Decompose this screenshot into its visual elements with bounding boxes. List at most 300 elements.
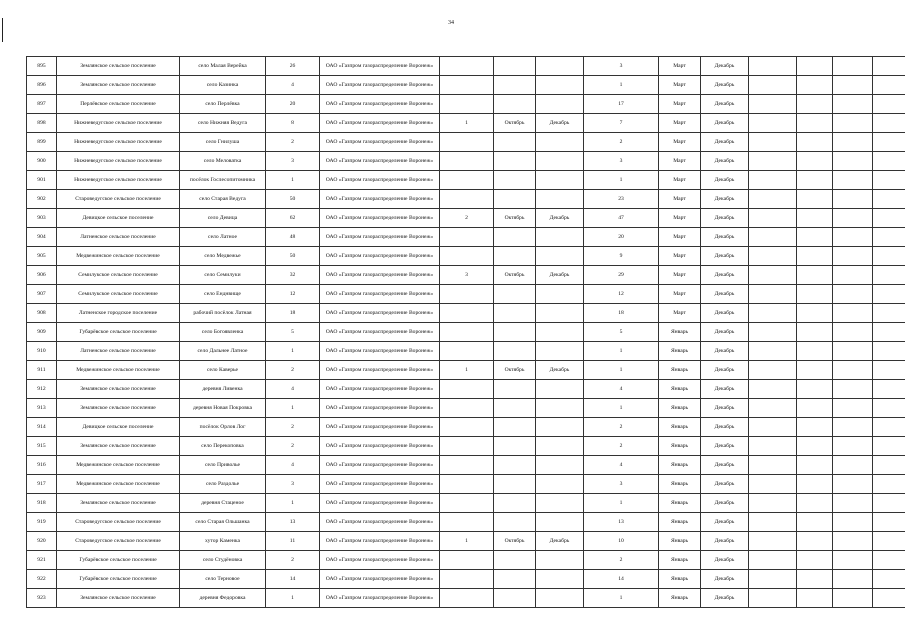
period-count-cell [440, 133, 494, 152]
end-month-cell: Декабрь [701, 57, 749, 76]
row-number: 913 [27, 399, 57, 418]
settlement-cell: Латненское городское поселение [57, 304, 180, 323]
organization-cell: ОАО «Газпром газораспределение Воронеж» [320, 532, 440, 551]
empty-cell [873, 152, 905, 171]
period-count-cell [440, 228, 494, 247]
empty-cell [873, 494, 905, 513]
quantity-cell: 5 [584, 323, 659, 342]
empty-cell [873, 171, 905, 190]
period-start-cell [494, 437, 536, 456]
locality-cell: деревня Новая Покровка [180, 399, 266, 418]
table-row [27, 209, 905, 228]
empty-cell [833, 437, 873, 456]
count-cell: 5 [266, 323, 320, 342]
locality-cell: село Латное [180, 228, 266, 247]
settlement-cell: Землянское сельское поселение [57, 380, 180, 399]
empty-cell [749, 95, 797, 114]
period-end-cell [536, 323, 584, 342]
period-start-cell [494, 171, 536, 190]
locality-cell: посёлок Орлов Лог [180, 418, 266, 437]
quantity-cell: 29 [584, 266, 659, 285]
empty-cell [833, 266, 873, 285]
period-start-cell [494, 285, 536, 304]
empty-cell [797, 361, 833, 380]
settlement-cell: Медвежинское сельское поселение [57, 456, 180, 475]
settlement-cell: Девицкое сельское поселение [57, 418, 180, 437]
empty-cell [797, 209, 833, 228]
period-count-cell [440, 589, 494, 608]
organization-cell: ОАО «Газпром газораспределение Воронеж» [320, 228, 440, 247]
period-start-cell [494, 323, 536, 342]
empty-cell [833, 475, 873, 494]
empty-cell [749, 532, 797, 551]
end-month-cell: Декабрь [701, 247, 749, 266]
organization-cell: ОАО «Газпром газораспределение Воронеж» [320, 304, 440, 323]
settlement-cell: Нижневедугское сельское поселение [57, 114, 180, 133]
settlement-cell: Землянское сельское поселение [57, 494, 180, 513]
table-row [27, 532, 905, 551]
count-cell: 26 [266, 57, 320, 76]
empty-cell [873, 209, 905, 228]
period-count-cell: 1 [440, 114, 494, 133]
locality-cell: село Студёновка [180, 551, 266, 570]
empty-cell [797, 247, 833, 266]
end-month-cell: Декабрь [701, 361, 749, 380]
start-month-cell: Январь [659, 570, 701, 589]
empty-cell [873, 399, 905, 418]
empty-cell [873, 114, 905, 133]
locality-cell: деревня Ливенка [180, 380, 266, 399]
count-cell: 1 [266, 342, 320, 361]
count-cell: 1 [266, 171, 320, 190]
empty-cell [797, 285, 833, 304]
table-row [27, 76, 905, 95]
end-month-cell: Декабрь [701, 285, 749, 304]
period-count-cell [440, 152, 494, 171]
count-cell: 3 [266, 475, 320, 494]
count-cell: 1 [266, 399, 320, 418]
period-count-cell [440, 380, 494, 399]
quantity-cell: 4 [584, 456, 659, 475]
empty-cell [749, 456, 797, 475]
period-count-cell: 1 [440, 532, 494, 551]
period-count-cell [440, 247, 494, 266]
period-start-cell [494, 589, 536, 608]
end-month-cell: Декабрь [701, 133, 749, 152]
empty-cell [749, 266, 797, 285]
empty-cell [749, 133, 797, 152]
quantity-cell: 14 [584, 570, 659, 589]
count-cell: 18 [266, 304, 320, 323]
row-number: 904 [27, 228, 57, 247]
end-month-cell: Декабрь [701, 532, 749, 551]
table-row [27, 57, 905, 76]
locality-cell: село Богоявленка [180, 323, 266, 342]
empty-cell [873, 95, 905, 114]
row-number: 896 [27, 76, 57, 95]
period-end-cell [536, 247, 584, 266]
end-month-cell: Декабрь [701, 475, 749, 494]
empty-cell [873, 190, 905, 209]
empty-cell [749, 551, 797, 570]
quantity-cell: 7 [584, 114, 659, 133]
empty-cell [749, 114, 797, 133]
count-cell: 11 [266, 532, 320, 551]
table-row [27, 437, 905, 456]
row-number: 907 [27, 285, 57, 304]
start-month-cell: Январь [659, 494, 701, 513]
locality-cell: село Енднвище [180, 285, 266, 304]
end-month-cell: Декабрь [701, 380, 749, 399]
settlement-cell: Семилукское сельское поселение [57, 285, 180, 304]
period-count-cell: 1 [440, 361, 494, 380]
empty-cell [797, 57, 833, 76]
count-cell: 4 [266, 76, 320, 95]
start-month-cell: Март [659, 228, 701, 247]
start-month-cell: Март [659, 95, 701, 114]
table-row [27, 418, 905, 437]
table-row [27, 285, 905, 304]
period-end-cell [536, 589, 584, 608]
organization-cell: ОАО «Газпром газораспределение Воронеж» [320, 114, 440, 133]
start-month-cell: Март [659, 304, 701, 323]
empty-cell [797, 380, 833, 399]
table-row [27, 570, 905, 589]
start-month-cell: Январь [659, 437, 701, 456]
empty-cell [833, 513, 873, 532]
start-month-cell: Январь [659, 342, 701, 361]
quantity-cell: 2 [584, 551, 659, 570]
empty-cell [749, 152, 797, 171]
period-start-cell [494, 76, 536, 95]
period-start-cell [494, 190, 536, 209]
settlement-cell: Губарёвское сельское поселение [57, 323, 180, 342]
table-row [27, 190, 905, 209]
empty-cell [833, 209, 873, 228]
quantity-cell: 17 [584, 95, 659, 114]
table-row [27, 589, 905, 608]
period-start-cell [494, 152, 536, 171]
count-cell: 12 [266, 285, 320, 304]
organization-cell: ОАО «Газпром газораспределение Воронеж» [320, 475, 440, 494]
locality-cell: село Каверье [180, 361, 266, 380]
locality-cell: деревня Федоровка [180, 589, 266, 608]
empty-cell [749, 570, 797, 589]
organization-cell: ОАО «Газпром газораспределение Воронеж» [320, 418, 440, 437]
row-number: 905 [27, 247, 57, 266]
settlement-cell: Перлёвское сельское поселение [57, 95, 180, 114]
empty-cell [873, 437, 905, 456]
end-month-cell: Декабрь [701, 494, 749, 513]
empty-cell [833, 323, 873, 342]
start-month-cell: Март [659, 171, 701, 190]
quantity-cell: 3 [584, 152, 659, 171]
table-row [27, 171, 905, 190]
organization-cell: ОАО «Газпром газораспределение Воронеж» [320, 437, 440, 456]
row-number: 911 [27, 361, 57, 380]
locality-cell: село Старая Ведуга [180, 190, 266, 209]
end-month-cell: Декабрь [701, 152, 749, 171]
empty-cell [749, 228, 797, 247]
start-month-cell: Март [659, 57, 701, 76]
empty-cell [873, 361, 905, 380]
empty-cell [797, 532, 833, 551]
period-end-cell [536, 513, 584, 532]
row-number: 919 [27, 513, 57, 532]
organization-cell: ОАО «Газпром газораспределение Воронеж» [320, 494, 440, 513]
table-row [27, 494, 905, 513]
table-row [27, 456, 905, 475]
empty-cell [833, 285, 873, 304]
empty-cell [749, 418, 797, 437]
empty-cell [873, 456, 905, 475]
empty-cell [749, 513, 797, 532]
table-row [27, 304, 905, 323]
period-count-cell [440, 570, 494, 589]
period-end-cell [536, 57, 584, 76]
count-cell: 50 [266, 247, 320, 266]
period-end-cell [536, 190, 584, 209]
empty-cell [873, 589, 905, 608]
row-number: 900 [27, 152, 57, 171]
table-row [27, 114, 905, 133]
empty-cell [749, 57, 797, 76]
empty-cell [833, 304, 873, 323]
empty-cell [749, 475, 797, 494]
period-count-cell [440, 418, 494, 437]
empty-cell [797, 513, 833, 532]
start-month-cell: Март [659, 114, 701, 133]
empty-cell [797, 342, 833, 361]
empty-cell [873, 532, 905, 551]
quantity-cell: 2 [584, 437, 659, 456]
settlement-cell: Губарёвское сельское поселение [57, 551, 180, 570]
start-month-cell: Март [659, 190, 701, 209]
table-row [27, 551, 905, 570]
settlement-cell: Староведугское сельское поселение [57, 190, 180, 209]
margin-line [2, 18, 3, 42]
period-end-cell [536, 399, 584, 418]
end-month-cell: Декабрь [701, 456, 749, 475]
quantity-cell: 23 [584, 190, 659, 209]
period-end-cell: Декабрь [536, 532, 584, 551]
period-end-cell [536, 456, 584, 475]
empty-cell [749, 247, 797, 266]
period-end-cell [536, 342, 584, 361]
gasification-table [26, 56, 905, 608]
count-cell: 2 [266, 437, 320, 456]
row-number: 902 [27, 190, 57, 209]
quantity-cell: 4 [584, 380, 659, 399]
locality-cell: деревня Стаценое [180, 494, 266, 513]
empty-cell [873, 342, 905, 361]
quantity-cell: 18 [584, 304, 659, 323]
end-month-cell: Декабрь [701, 437, 749, 456]
table-row [27, 133, 905, 152]
period-end-cell [536, 570, 584, 589]
period-start-cell [494, 304, 536, 323]
quantity-cell: 1 [584, 342, 659, 361]
settlement-cell: Староведугское сельское поселение [57, 532, 180, 551]
period-count-cell [440, 171, 494, 190]
period-end-cell [536, 551, 584, 570]
end-month-cell: Декабрь [701, 551, 749, 570]
empty-cell [873, 323, 905, 342]
settlement-cell: Латненское сельское поселение [57, 228, 180, 247]
period-start-cell [494, 456, 536, 475]
count-cell: 14 [266, 570, 320, 589]
table-row [27, 323, 905, 342]
empty-cell [833, 532, 873, 551]
row-number: 912 [27, 380, 57, 399]
period-start-cell [494, 95, 536, 114]
table-row [27, 152, 905, 171]
row-number: 917 [27, 475, 57, 494]
organization-cell: ОАО «Газпром газораспределение Воронеж» [320, 551, 440, 570]
organization-cell: ОАО «Газпром газораспределение Воронеж» [320, 399, 440, 418]
table-row [27, 228, 905, 247]
period-start-cell [494, 475, 536, 494]
end-month-cell: Декабрь [701, 228, 749, 247]
count-cell: 2 [266, 133, 320, 152]
table-row [27, 380, 905, 399]
period-start-cell: Октябрь [494, 361, 536, 380]
table-row [27, 475, 905, 494]
table-row [27, 95, 905, 114]
empty-cell [749, 399, 797, 418]
organization-cell: ОАО «Газпром газораспределение Воронеж» [320, 323, 440, 342]
settlement-cell: Губарёвское сельское поселение [57, 570, 180, 589]
end-month-cell: Декабрь [701, 418, 749, 437]
organization-cell: ОАО «Газпром газораспределение Воронеж» [320, 95, 440, 114]
locality-cell: село Перлёвка [180, 95, 266, 114]
settlement-cell: Нижневедугское сельское поселение [57, 133, 180, 152]
empty-cell [749, 304, 797, 323]
locality-cell: хутор Каменка [180, 532, 266, 551]
period-start-cell [494, 380, 536, 399]
page-number: 34 [448, 20, 454, 26]
start-month-cell: Март [659, 209, 701, 228]
start-month-cell: Январь [659, 475, 701, 494]
end-month-cell: Декабрь [701, 114, 749, 133]
locality-cell: село Медвежье [180, 247, 266, 266]
row-number: 922 [27, 570, 57, 589]
start-month-cell: Январь [659, 532, 701, 551]
count-cell: 13 [266, 513, 320, 532]
quantity-cell: 47 [584, 209, 659, 228]
period-end-cell [536, 76, 584, 95]
row-number: 903 [27, 209, 57, 228]
organization-cell: ОАО «Газпром газораспределение Воронеж» [320, 513, 440, 532]
end-month-cell: Декабрь [701, 304, 749, 323]
empty-cell [873, 570, 905, 589]
period-count-cell [440, 304, 494, 323]
quantity-cell: 1 [584, 76, 659, 95]
empty-cell [797, 228, 833, 247]
count-cell: 48 [266, 228, 320, 247]
count-cell: 1 [266, 589, 320, 608]
period-start-cell: Октябрь [494, 266, 536, 285]
empty-cell [833, 247, 873, 266]
empty-cell [749, 380, 797, 399]
start-month-cell: Март [659, 285, 701, 304]
quantity-cell: 3 [584, 475, 659, 494]
empty-cell [797, 456, 833, 475]
empty-cell [873, 285, 905, 304]
end-month-cell: Декабрь [701, 589, 749, 608]
empty-cell [797, 551, 833, 570]
end-month-cell: Декабрь [701, 95, 749, 114]
empty-cell [873, 513, 905, 532]
period-count-cell [440, 399, 494, 418]
organization-cell: ОАО «Газпром газораспределение Воронеж» [320, 456, 440, 475]
settlement-cell: Землянское сельское поселение [57, 57, 180, 76]
settlement-cell: Медвежинское сельское поселение [57, 361, 180, 380]
empty-cell [797, 266, 833, 285]
start-month-cell: Январь [659, 551, 701, 570]
organization-cell: ОАО «Газпром газораспределение Воронеж» [320, 285, 440, 304]
period-start-cell [494, 247, 536, 266]
quantity-cell: 9 [584, 247, 659, 266]
locality-cell: село Семилуки [180, 266, 266, 285]
row-number: 920 [27, 532, 57, 551]
period-start-cell [494, 551, 536, 570]
start-month-cell: Март [659, 247, 701, 266]
period-end-cell [536, 95, 584, 114]
row-number: 914 [27, 418, 57, 437]
settlement-cell: Нижневедугское сельское поселение [57, 171, 180, 190]
locality-cell: село Гнилуша [180, 133, 266, 152]
period-end-cell [536, 475, 584, 494]
empty-cell [873, 418, 905, 437]
end-month-cell: Декабрь [701, 513, 749, 532]
settlement-cell: Староведугское сельское поселение [57, 513, 180, 532]
row-number: 910 [27, 342, 57, 361]
organization-cell: ОАО «Газпром газораспределение Воронеж» [320, 266, 440, 285]
empty-cell [833, 456, 873, 475]
empty-cell [797, 133, 833, 152]
organization-cell: ОАО «Газпром газораспределение Воронеж» [320, 190, 440, 209]
start-month-cell: Январь [659, 513, 701, 532]
empty-cell [797, 570, 833, 589]
end-month-cell: Декабрь [701, 209, 749, 228]
locality-cell: село Перекоповка [180, 437, 266, 456]
settlement-cell: Нижневедугское сельское поселение [57, 152, 180, 171]
period-count-cell [440, 323, 494, 342]
empty-cell [833, 380, 873, 399]
empty-cell [833, 171, 873, 190]
start-month-cell: Январь [659, 361, 701, 380]
locality-cell: село Раздолье [180, 475, 266, 494]
empty-cell [833, 494, 873, 513]
settlement-cell: Девицкое сельское поселение [57, 209, 180, 228]
row-number: 895 [27, 57, 57, 76]
period-end-cell [536, 171, 584, 190]
start-month-cell: Январь [659, 323, 701, 342]
period-start-cell: Октябрь [494, 532, 536, 551]
empty-cell [833, 190, 873, 209]
organization-cell: ОАО «Газпром газораспределение Воронеж» [320, 57, 440, 76]
end-month-cell: Декабрь [701, 266, 749, 285]
locality-cell: село Малая Верейка [180, 57, 266, 76]
locality-cell: село Приволье [180, 456, 266, 475]
row-number: 916 [27, 456, 57, 475]
empty-cell [797, 589, 833, 608]
row-number: 899 [27, 133, 57, 152]
period-start-cell [494, 494, 536, 513]
row-number: 906 [27, 266, 57, 285]
quantity-cell: 1 [584, 589, 659, 608]
